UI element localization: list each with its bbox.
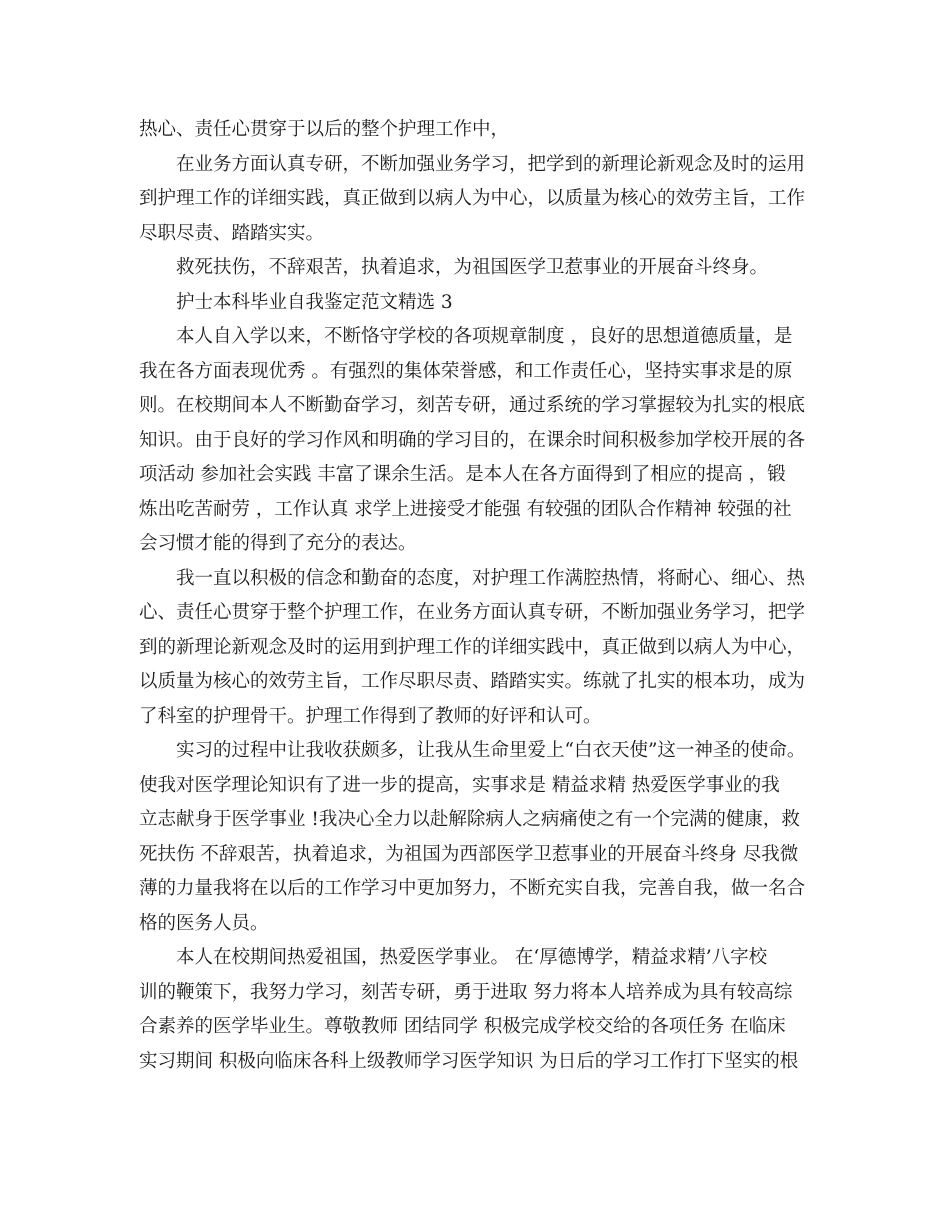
text-line: 炼出吃苦耐劳 ，工作认真 求学上进接受才能强 有较强的团队合作精神 较强的社 [139, 498, 792, 520]
text-line: 在业务方面认真专研，不断加强业务学习，把学到的新理论新观念及时的运用 [176, 153, 806, 175]
text-line: 立志献身于医学事业 !我决心全力以赴解除病人之病痛使之有一个完满的健康，救 [139, 809, 800, 830]
text-line: 到的新理论新观念及时的运用到护理工作的详细实践中，真正做到以病人为中心， [139, 636, 806, 658]
text-line: 本人在校期间热爱祖国，热爱医学事业。 在‘厚德博学，精益求精’八字校 [176, 947, 768, 968]
text-line: 格的医务人员。 [139, 912, 269, 934]
text-line: 则。在校期间本人不断勤奋学习，刻苦专研，通过系统的学习掌握较为扎实的根底 [139, 395, 806, 416]
text-line: 死扶伤 不辞艰苦，执着追求，为祖国为西部医学卫惹事业的开展奋斗终身 尽我微 [139, 843, 799, 865]
text-line: 护士本科毕业自我鉴定范文精选 3 [176, 291, 453, 313]
text-line: 知识。由于良好的学习作风和明确的学习目的，在课余时间积极参加学校开展的各 [139, 429, 806, 451]
text-line: 我一直以积极的信念和勤奋的态度，对护理工作满腔热情，将耐心、细心、热 [176, 567, 806, 589]
text-line: 以质量为核心的效劳主旨，工作尽职尽责、踏踏实实。练就了扎实的根本功，成为 [139, 671, 806, 692]
text-line: 救死扶伤，不辞艰苦，执着追求，为祖国医学卫惹事业的开展奋斗终身。 [176, 257, 769, 278]
document-body [139, 113, 819, 1079]
text-line: 我在各方面表现优秀 。有强烈的集体荣誉感，和工作责任心，坚持实事求是的原 [139, 360, 793, 382]
text-line: 热心、责任心贯穿于以后的整个护理工作中， [139, 119, 510, 140]
text-line: 使我对医学理论知识有了进一步的提高，实事求是 精益求精 热爱医学事业的我 [139, 774, 780, 796]
text-line: 实习的过程中让我收获颇多，让我从生命里爱上“白衣天使”这一神圣的使命。 [176, 740, 806, 761]
text-line: 实习期间 积极向临床各科上级教师学习医学知识 为日后的学习工作打下坚实的根 [139, 1050, 799, 1072]
text-line: 尽职尽责、踏踏实实。 [139, 222, 325, 244]
text-line: 薄的力量我将在以后的工作学习中更加努力，不断充实自我，完善自我，做一名合 [139, 878, 806, 899]
text-line: 本人自入学以来，不断恪守学校的各项规章制度 ，良好的思想道德质量，是 [176, 326, 793, 347]
text-line: 心、责任心贯穿于整个护理工作，在业务方面认真专研，不断加强业务学习，把学 [139, 602, 806, 623]
text-line: 项活动 参加社会实践 丰富了课余生活。是本人在各方面得到了相应的提高 ，锻 [139, 464, 786, 485]
text-line: 合素养的医学毕业生。尊敬教师 团结同学 积极完成学校交给的各项任务 在临床 [139, 1016, 786, 1037]
text-line: 到护理工作的详细实践，真正做到以病人为中心，以质量为核心的效劳主旨，工作 [139, 188, 806, 209]
text-line: 了科室的护理骨干。护理工作得到了教师的好评和认可。 [139, 705, 602, 727]
text-line: 训的鞭策下，我努力学习，刻苦专研，勇于进取 努力将本人培养成为具有较高综 [139, 981, 793, 1003]
text-line: 会习惯才能的得到了充分的表达。 [139, 533, 417, 554]
